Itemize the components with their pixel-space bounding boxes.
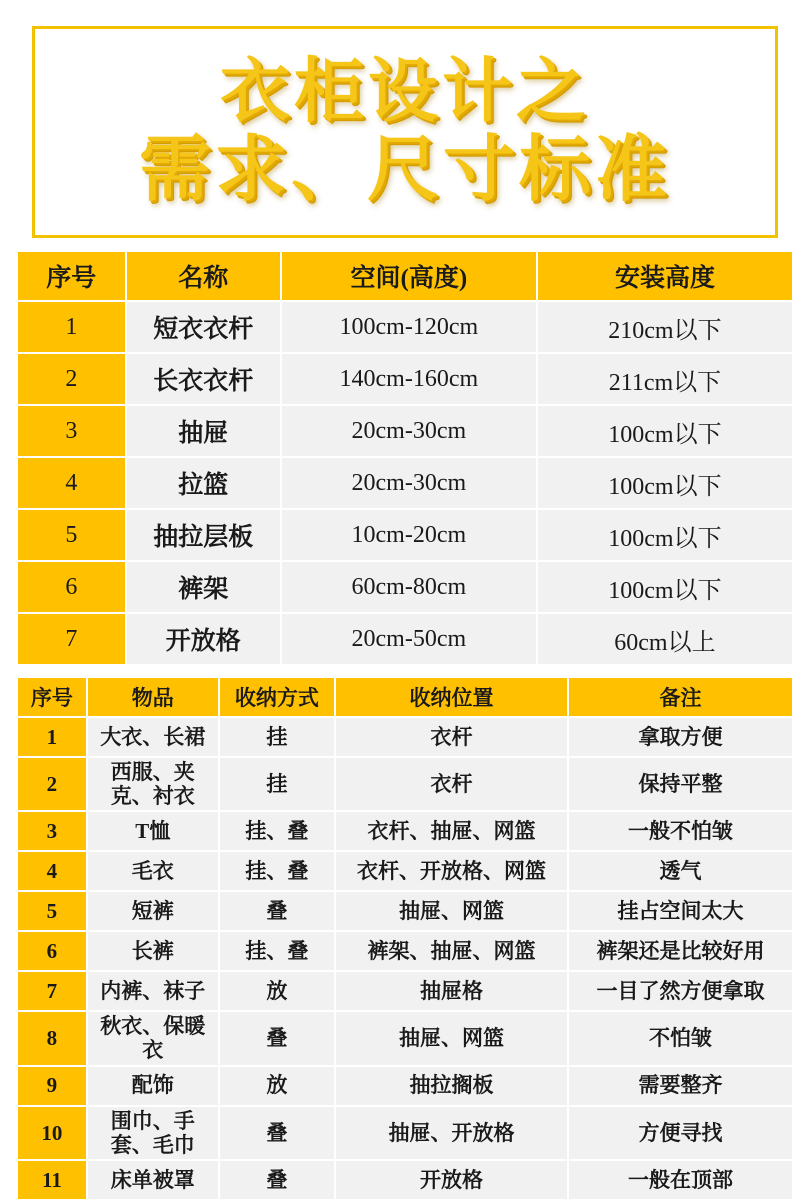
table-row [17, 1011, 793, 1065]
cell-index: 5 [17, 891, 87, 931]
table-row [17, 509, 793, 561]
cell-space: 20cm-30cm [281, 405, 537, 457]
cell-index: 1 [17, 717, 87, 757]
table-header-row [17, 251, 793, 301]
cell-name: 裤架 [126, 561, 281, 613]
cell-item: 秋衣、保暖衣 [87, 1011, 219, 1065]
cell-way: 放 [219, 1066, 335, 1106]
cell-item: 西服、夹克、衬衣 [87, 757, 219, 811]
cell-index: 10 [17, 1106, 87, 1160]
storage-header-way: 收纳方式 [219, 677, 335, 717]
table-header-row [17, 677, 793, 717]
storage-header-index: 序号 [17, 677, 87, 717]
cell-way: 放 [219, 971, 335, 1011]
cell-name: 拉篮 [126, 457, 281, 509]
storage-header-item: 物品 [87, 677, 219, 717]
cell-index: 6 [17, 561, 126, 613]
cell-index: 8 [17, 1011, 87, 1065]
cell-item: 短裤 [87, 891, 219, 931]
cell-install: 211cm以下 [537, 353, 793, 405]
cell-index: 11 [17, 1160, 87, 1200]
cell-note: 方便寻找 [568, 1106, 793, 1160]
cell-space: 60cm-80cm [281, 561, 537, 613]
cell-place: 抽屉格 [335, 971, 568, 1011]
cell-item: 毛衣 [87, 851, 219, 891]
cell-note: 需要整齐 [568, 1066, 793, 1106]
storage-header-place: 收纳位置 [335, 677, 568, 717]
cell-space: 20cm-50cm [281, 613, 537, 665]
specs-table [16, 250, 794, 666]
cell-item: 围巾、手套、毛巾 [87, 1106, 219, 1160]
cell-way: 叠 [219, 1106, 335, 1160]
specs-header-install: 安装高度 [537, 251, 793, 301]
table-row [17, 811, 793, 851]
cell-note: 拿取方便 [568, 717, 793, 757]
title-line-1: 衣柜设计之 [220, 53, 590, 131]
cell-index: 3 [17, 811, 87, 851]
cell-note: 一般在顶部 [568, 1160, 793, 1200]
cell-install: 100cm以下 [537, 509, 793, 561]
cell-way: 挂、叠 [219, 851, 335, 891]
cell-install: 210cm以下 [537, 301, 793, 353]
cell-way: 挂、叠 [219, 811, 335, 851]
cell-place: 衣杆、抽屉、网篮 [335, 811, 568, 851]
cell-install: 100cm以下 [537, 457, 793, 509]
cell-way: 挂 [219, 717, 335, 757]
cell-item: 长裤 [87, 931, 219, 971]
cell-index: 7 [17, 971, 87, 1011]
cell-note: 透气 [568, 851, 793, 891]
table-row [17, 613, 793, 665]
cell-note: 保持平整 [568, 757, 793, 811]
cell-place: 抽拉搁板 [335, 1066, 568, 1106]
table-row [17, 931, 793, 971]
table-row [17, 971, 793, 1011]
cell-install: 60cm以上 [537, 613, 793, 665]
cell-index: 3 [17, 405, 126, 457]
table-row [17, 1160, 793, 1200]
specs-header-index: 序号 [17, 251, 126, 301]
cell-place: 衣杆、开放格、网篮 [335, 851, 568, 891]
table-row [17, 561, 793, 613]
poster-page [0, 26, 810, 1192]
cell-space: 100cm-120cm [281, 301, 537, 353]
table-row [17, 1066, 793, 1106]
cell-item: 配饰 [87, 1066, 219, 1106]
storage-table [16, 676, 794, 1201]
table-row [17, 457, 793, 509]
cell-name: 长衣衣杆 [126, 353, 281, 405]
storage-header-note: 备注 [568, 677, 793, 717]
cell-place: 衣杆 [335, 717, 568, 757]
cell-index: 4 [17, 457, 126, 509]
cell-way: 挂、叠 [219, 931, 335, 971]
cell-name: 开放格 [126, 613, 281, 665]
cell-item: 内裤、袜子 [87, 971, 219, 1011]
cell-place: 开放格 [335, 1160, 568, 1200]
title-box [32, 26, 778, 238]
cell-place: 裤架、抽屉、网篮 [335, 931, 568, 971]
cell-way: 叠 [219, 1011, 335, 1065]
table-row [17, 405, 793, 457]
cell-note: 挂占空间太大 [568, 891, 793, 931]
cell-note: 一般不怕皱 [568, 811, 793, 851]
table-row [17, 851, 793, 891]
cell-index: 6 [17, 931, 87, 971]
cell-index: 5 [17, 509, 126, 561]
title-line-2: 需求、尺寸标准 [138, 129, 671, 210]
specs-header-space: 空间(高度) [281, 251, 537, 301]
cell-install: 100cm以下 [537, 561, 793, 613]
cell-way: 叠 [219, 1160, 335, 1200]
table-row [17, 353, 793, 405]
table-row [17, 1106, 793, 1160]
table-row [17, 301, 793, 353]
cell-place: 抽屉、网篮 [335, 1011, 568, 1065]
table-row [17, 757, 793, 811]
cell-note: 不怕皱 [568, 1011, 793, 1065]
cell-name: 抽拉层板 [126, 509, 281, 561]
cell-note: 裤架还是比较好用 [568, 931, 793, 971]
cell-item: T恤 [87, 811, 219, 851]
cell-index: 2 [17, 353, 126, 405]
cell-note: 一目了然方便拿取 [568, 971, 793, 1011]
cell-index: 7 [17, 613, 126, 665]
cell-index: 2 [17, 757, 87, 811]
cell-place: 抽屉、网篮 [335, 891, 568, 931]
cell-index: 4 [17, 851, 87, 891]
cell-index: 9 [17, 1066, 87, 1106]
specs-header-name: 名称 [126, 251, 281, 301]
cell-item: 床单被罩 [87, 1160, 219, 1200]
cell-place: 衣杆 [335, 757, 568, 811]
cell-space: 140cm-160cm [281, 353, 537, 405]
cell-name: 短衣衣杆 [126, 301, 281, 353]
cell-way: 叠 [219, 891, 335, 931]
cell-space: 10cm-20cm [281, 509, 537, 561]
cell-index: 1 [17, 301, 126, 353]
cell-name: 抽屉 [126, 405, 281, 457]
cell-item: 大衣、长裙 [87, 717, 219, 757]
cell-place: 抽屉、开放格 [335, 1106, 568, 1160]
cell-way: 挂 [219, 757, 335, 811]
cell-install: 100cm以下 [537, 405, 793, 457]
cell-space: 20cm-30cm [281, 457, 537, 509]
table-row [17, 717, 793, 757]
table-row [17, 891, 793, 931]
